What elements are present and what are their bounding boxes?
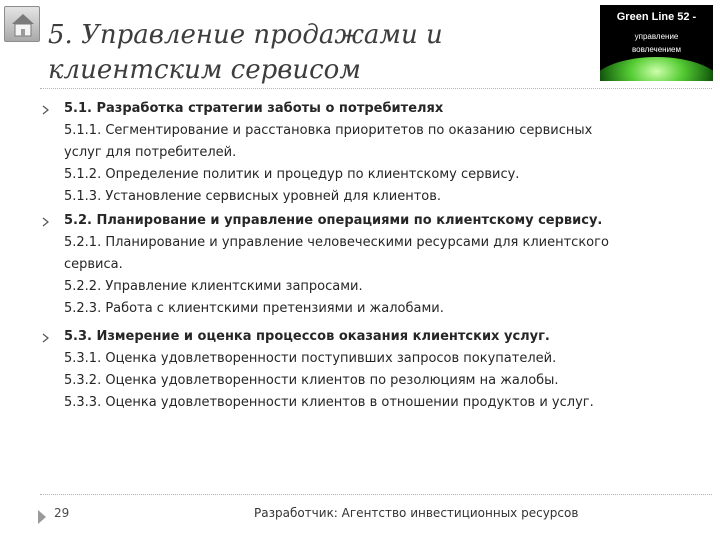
section-line: 5.2.1. Планирование и управление человеческими ресурсами для клиентского <box>64 235 609 250</box>
section-line: 5.2.2. Управление клиентскими запросами. <box>64 279 363 294</box>
footer-text: Разработчик: Агентство инвестиционных ресурсов <box>254 506 579 520</box>
logo-tagline-1: управление <box>634 32 679 41</box>
section-line: 5.1.3. Установление сервисных уровней для клиентов. <box>64 189 442 204</box>
triangle-bullet-icon <box>42 105 50 115</box>
section-line: 5.1.2. Определение политик и процедур по клиентскому сервису. <box>64 167 520 182</box>
logo-glow <box>600 57 713 81</box>
section-line: 5.2.3. Работа с клиентскими претензиями и жалобами. <box>64 301 444 316</box>
logo-tagline-2: вовлечением <box>632 45 681 54</box>
section-heading: 5.3. Измерение и оценка процессов оказания клиентских услуг. <box>64 329 550 344</box>
triangle-bullet-icon <box>42 217 50 227</box>
section-5-1 <box>42 98 682 208</box>
header-divider <box>40 88 712 89</box>
footer-divider <box>40 494 712 495</box>
logo-name: Green Line 52 - <box>616 11 697 23</box>
section-line: 5.3.1. Оценка удовлетворенности поступивших запросов покупателей. <box>64 351 557 366</box>
home-button[interactable] <box>4 6 40 42</box>
section-line: 5.3.3. Оценка удовлетворенности клиентов в отношении продуктов и услуг. <box>64 395 594 410</box>
section-5-2 <box>42 210 682 320</box>
home-icon <box>9 11 37 39</box>
section-heading: 5.2. Планирование и управление операциями по клиентскому сервису. <box>64 213 603 228</box>
green-line-logo <box>600 5 713 81</box>
section-line: 5.1.1. Сегментирование и расстановка приоритетов по оказанию сервисных <box>64 123 593 138</box>
section-line: сервиса. <box>64 257 123 272</box>
section-line: 5.3.2. Оценка удовлетворенности клиентов по резолюциям на жалобы. <box>64 373 559 388</box>
section-heading: 5.1. Разработка стратегии заботы о потребителях <box>64 101 444 116</box>
slide-title: 5. Управление продажами и клиентским сервисом <box>48 20 443 85</box>
slide-number: 29 <box>54 506 70 520</box>
section-line: услуг для потребителей. <box>64 145 237 160</box>
triangle-bullet-icon <box>42 333 50 343</box>
slide-number-marker <box>38 510 46 524</box>
section-5-3 <box>42 326 682 414</box>
